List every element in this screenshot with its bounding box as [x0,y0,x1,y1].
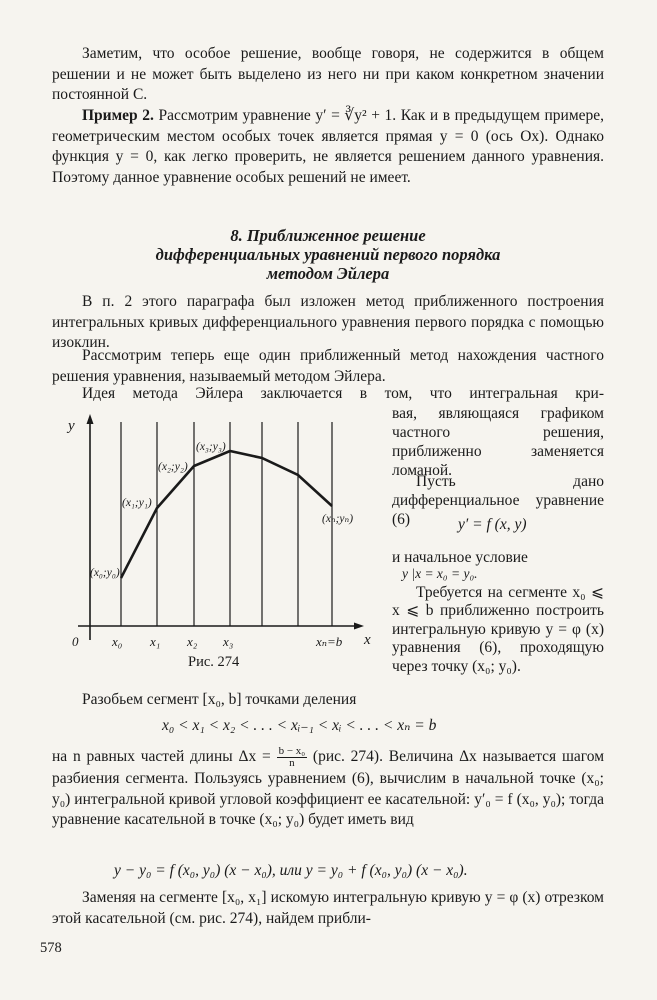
step-fraction [277,746,308,769]
side-condition: y |x = x₀ = y₀. [402,566,478,581]
x-tick-label: x₃ [223,634,234,649]
side-text-polyline: вая, являющаяся графиком частного решения, приближенно заменяется ломаной. [392,405,604,479]
equation-partition: x₀ < x₁ < x₂ < . . . < xᵢ₋₁ < xᵢ < . . . < xₙ = b [162,717,437,734]
point-label: (x₀;y₀) [90,567,120,579]
paragraph-step [52,746,604,831]
section-title-line2: дифференциальных уравнений первого порядка [155,245,501,264]
fraction-denominator: n [289,757,295,769]
example-lead: Пример 2. [82,107,154,124]
equation-tangent: y − y₀ = f (x₀, y₀) (x − x₀), или y = y₀ + f (x₀, y₀) (x − x₀). [114,862,468,879]
example-text: Рассмотрим уравнение y′ = ∛y² + 1. Как и в предыдущем примере, геометрическим местом особых точек является прямая y = 0 (ось Ox). Однако функция y = 0, как легко проверить, не является решением данного уравнения. Поэтому данное уравнение особых решений не имеет. [52,107,605,186]
side-text-initial-condition: и начальное условие [392,549,528,566]
x-tick-label: x₀ [112,634,123,649]
paragraph-euler-intro: Рассмотрим теперь еще один приближенный метод нахождения частного решения уравнения, называемый методом Эйлера. [52,347,604,385]
paragraph-euler-idea: Идея метода Эйлера заключается в том, что интегральная кри- [82,385,604,402]
step-text-b: (рис. 274). Величина Δx называется шагом разбиения сегмента. Пользуясь уравнением (6), вычислим в начальной точке (x₀; y₀) интегральной кривой угловой коэффициент ее касательной: y′₀ = f (x₀, y₀); тогда уравнение касательной в точке (x₀; y₀) будет иметь вид [52,748,605,828]
figure-euler-polyline [58,408,378,654]
paragraph-replace: Заменяя на сегменте [x₀, x₁] искомую интегральную кривую y = φ (x) отрезком этой касательной (см. рис. 274), найдем прибли- [52,889,604,927]
side-text-required: Требуется на сегменте x₀ ⩽ x ⩽ b приближенно построить интегральную кривую y = φ (x) уравнения (6), проходящую через точку (x₀; y₀). [392,584,604,675]
paragraph-isoclines: В п. 2 этого параграфа был изложен метод приближенного построения интегральных кривых дифференциального уравнения первого порядка с помощью изоклин. [52,293,604,351]
x-tick-label: x₁ [150,634,161,649]
paragraph-partition: Разобьем сегмент [x₀, b] точками деления [82,691,357,708]
y-axis-label: y [68,418,75,434]
y-axis-arrow [87,414,94,424]
section-title-line1: 8. Приближенное решение [230,226,426,245]
side-equation: y′ = f (x, y) [458,516,527,533]
section-title [52,226,604,283]
side-text-given-equation: Пусть дано дифференциальное уравнение (6) [392,473,604,528]
x-axis-arrow [354,623,364,630]
euler-polyline [121,451,332,578]
figure-caption: Рис. 274 [188,654,240,670]
point-label: (x₂;y₂) [158,461,188,473]
page-number: 578 [40,940,62,956]
step-text-a: на n равных частей длины Δx = [52,748,271,766]
section-title-line3: методом Эйлера [266,264,390,283]
point-label: (x₁;y₁) [122,497,152,509]
origin-label: 0 [72,634,79,649]
paragraph-example-2 [52,106,604,188]
x-tick-label: xₙ=b [316,634,343,649]
point-label: (xₙ;yₙ) [322,513,354,525]
x-tick-label: x₂ [187,634,198,649]
fraction-numerator: b − x₀ [278,745,306,757]
x-axis-label: x [364,632,371,648]
paragraph-special-solution: Заметим, что особое решение, вообще говоря, не содержится в общем решении и не может быть выделено из него ни при каком конкретном значении постоянной C. [52,45,604,103]
point-label: (x₃;y₃) [196,441,226,453]
